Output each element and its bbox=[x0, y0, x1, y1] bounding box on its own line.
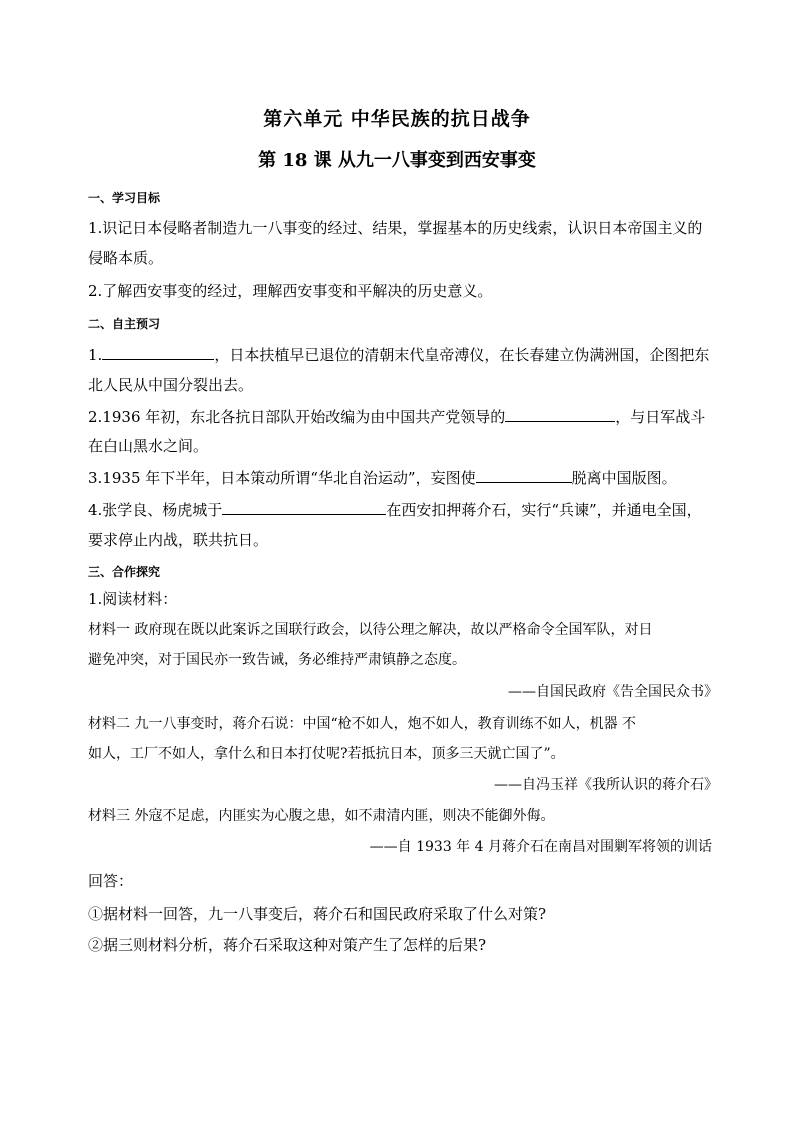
material-1-line-2: 避免冲突，对于国民亦一致告诫，务必维持严肃镇静之态度。 bbox=[88, 652, 466, 668]
goal-1-line-2: 侵略本质。 bbox=[88, 249, 164, 267]
read-material-intro: 1.阅读材料： bbox=[88, 590, 178, 608]
q2-text-a: 2.1936 年初，东北各抗日部队开始改编为由中国共产党领导的 bbox=[88, 408, 506, 426]
material-2-line-1: 材料二 九一八事变时，蒋介石说：中国“枪不如人，炮不如人，教育训练不如人，机器 不 bbox=[88, 716, 637, 732]
preview-question-3 bbox=[88, 467, 728, 488]
section-heading-cooperative-inquiry: 三、合作探究 bbox=[88, 565, 161, 579]
material-1-source: ——自国民政府《告全国民众书》 bbox=[508, 684, 718, 700]
goal-1-line-1: 1.识记日本侵略者制造九一八事变的经过、结果，掌握基本的历史线索，认识日本帝国主义的 bbox=[88, 219, 703, 237]
answer-blank-1[interactable] bbox=[102, 345, 214, 360]
q4-text-a: 4.张学良、杨虎城于 bbox=[88, 501, 223, 519]
answer-blank-3[interactable] bbox=[476, 468, 572, 483]
material-2-source: ——自冯玉祥《我所认识的蒋介石》 bbox=[494, 777, 718, 793]
material-2-line-2: 如人，工厂不如人，拿什么和日本打仗呢?若抵抗日本，顶多三天就亡国了”。 bbox=[88, 746, 565, 762]
answer-blank-4[interactable] bbox=[222, 500, 386, 515]
question-a1: ①据材料一回答，九一八事变后，蒋介石和国民政府采取了什么对策? bbox=[88, 905, 547, 923]
preview-question-4 bbox=[88, 499, 728, 520]
answer-blank-2[interactable] bbox=[505, 407, 615, 422]
q1-text: ，日本扶植早已退位的清朝末代皇帝溥仪，在长春建立伪满洲国，企图把东 bbox=[214, 346, 710, 364]
preview-question-1 bbox=[88, 344, 728, 365]
preview-question-2 bbox=[88, 406, 728, 427]
preview-question-4-line-2: 要求停止内战，联共抗日。 bbox=[88, 531, 269, 549]
q4-text-b: 在西安扣押蒋介石，实行“兵谏”，并通电全国， bbox=[386, 501, 702, 519]
q3-text-b: 脱离中国版图。 bbox=[571, 469, 677, 487]
material-3-source: ——自 1933 年 4 月蒋介石在南昌对围剿军将领的训话 bbox=[369, 839, 712, 855]
answer-label: 回答： bbox=[88, 872, 134, 890]
q3-text-a: 3.1935 年下半年，日本策动所谓“华北自治运动”，妄图使 bbox=[88, 469, 476, 487]
material-3-line-1: 材料三 外寇不足虑，内匪实为心腹之患，如不肃清内匪，则决不能御外侮。 bbox=[88, 808, 555, 824]
section-heading-self-preview: 二、自主预习 bbox=[88, 317, 161, 331]
section-heading-learning-goals: 一、学习目标 bbox=[88, 191, 161, 205]
goal-2: 2.了解西安事变的经过，理解西安事变和平解决的历史意义。 bbox=[88, 282, 493, 300]
unit-title: 第六单元 中华民族的抗日战争 bbox=[263, 108, 531, 130]
lesson-title: 第 18 课 从九一八事变到西安事变 bbox=[258, 150, 536, 171]
material-1-line-1: 材料一 政府现在既以此案诉之国联行政会，以待公理之解决，故以严格命令全国军队，对日 bbox=[88, 622, 653, 638]
question-a2: ②据三则材料分析，蒋介石采取这种对策产生了怎样的后果? bbox=[88, 936, 487, 954]
preview-question-2-line-2: 在白山黑水之间。 bbox=[88, 437, 209, 455]
q1-number: 1. bbox=[88, 346, 103, 364]
preview-question-1-line-2: 北人民从中国分裂出去。 bbox=[88, 376, 254, 394]
q2-text-b: ，与日军战斗 bbox=[615, 408, 706, 426]
